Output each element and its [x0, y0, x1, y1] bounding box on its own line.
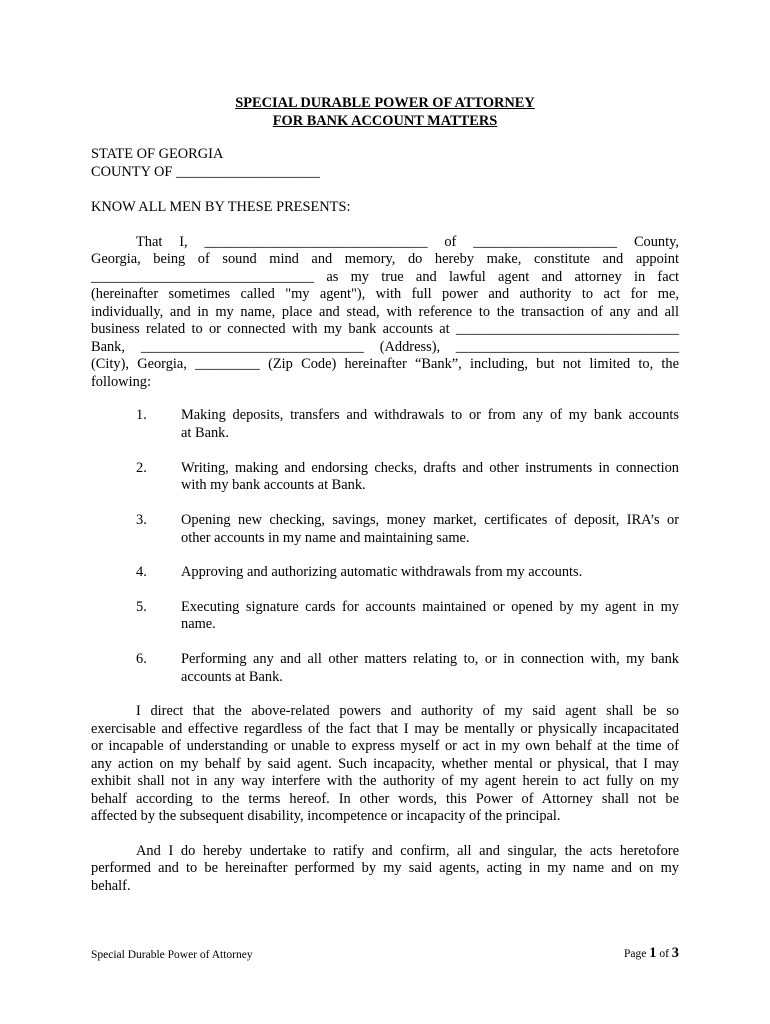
item-number: 1. — [136, 407, 147, 423]
intro-line: That I, _______________________________ of ____________________ County, — [136, 233, 679, 250]
direct-line: behalf according to the terms hereof. In other words, this Power of Attorney shall not be — [91, 790, 679, 807]
page-label: Page — [624, 948, 647, 960]
page-indicator — [624, 945, 679, 962]
ratify-line: performed and to be hereinafter performed by my said agents, acting in my name and on my — [91, 860, 679, 876]
ratify-line: And I do hereby undertake to ratify and confirm, all and singular, the acts heretofore — [136, 842, 679, 859]
page-total: 3 — [671, 945, 679, 961]
intro-line: individually, and in my name, place and stead, with reference to the transaction of any and all — [91, 303, 679, 320]
item-text: Opening new checking, savings, money market, certificates of deposit, IRA’s or — [181, 512, 679, 528]
item-text: other accounts in my name and maintaining same. — [181, 529, 470, 546]
item-text: Writing, making and endorsing checks, drafts and other instruments in connection — [181, 459, 679, 476]
intro-line: Bank, _______________________________ (Address), _______________________________ — [91, 338, 679, 355]
direct-line: any action on my behalf by said agent. Such incapacity, whether mental or physical, that I may — [91, 755, 679, 772]
intro-line: _______________________________ as my true and lawful agent and attorney in fact — [91, 268, 679, 285]
preamble: KNOW ALL MEN BY THESE PRESENTS: — [91, 198, 351, 215]
state-line: STATE OF GEORGIA — [91, 146, 224, 162]
page-number: 1 — [649, 945, 657, 961]
direct-line: exhibit shall not in any way interfere with the authority of my agent herein to act fully on my — [91, 773, 679, 789]
item-number: 4. — [136, 564, 147, 580]
county-line: COUNTY OF ____________________ — [91, 163, 320, 180]
direct-line: or incapable of understanding or unable to express myself or act in my own behalf at the time of — [91, 738, 679, 754]
title-line-2: FOR BANK ACCOUNT MATTERS — [272, 112, 498, 129]
intro-line: (hereinafter sometimes called "my agent"), with full power and authority to act for me, — [91, 286, 679, 302]
title-line-1: SPECIAL DURABLE POWER OF ATTORNEY — [235, 95, 535, 111]
item-text: Executing signature cards for accounts maintained or opened by my agent in my — [181, 598, 679, 615]
ratify-line: behalf. — [91, 877, 131, 894]
item-number: 3. — [136, 512, 147, 528]
item-text: with my bank accounts at Bank. — [181, 477, 366, 493]
item-text: Performing any and all other matters relating to, or in connection with, my bank — [181, 651, 679, 667]
direct-line: exercisable and effective regardless of the fact that I may be mentally or physically incapacitated — [91, 720, 679, 737]
item-text: at Bank. — [181, 424, 229, 441]
item-text: name. — [181, 616, 216, 632]
intro-line: business related to or connected with my bank accounts at _______________________________ — [91, 321, 679, 337]
of-label: of — [659, 948, 669, 960]
intro-line: (City), Georgia, _________ (Zip Code) hereinafter “Bank”, including, but not limited to, the — [91, 356, 679, 372]
item-text: accounts at Bank. — [181, 668, 283, 685]
item-number: 5. — [136, 598, 147, 615]
intro-line: Georgia, being of sound mind and memory, do hereby make, constitute and appoint — [91, 251, 679, 267]
direct-line: I direct that the above-related powers and authority of my said agent shall be so — [136, 703, 679, 719]
item-number: 2. — [136, 459, 147, 476]
direct-line: affected by the subsequent disability, incompetence or incapacity of the principal. — [91, 808, 561, 824]
item-text: Approving and authorizing automatic withdrawals from my accounts. — [181, 564, 583, 580]
item-text: Making deposits, transfers and withdrawals to or from any of my bank accounts — [181, 407, 679, 423]
item-number: 6. — [136, 651, 147, 667]
intro-line: following: — [91, 373, 151, 390]
footer-title: Special Durable Power of Attorney — [91, 949, 253, 961]
